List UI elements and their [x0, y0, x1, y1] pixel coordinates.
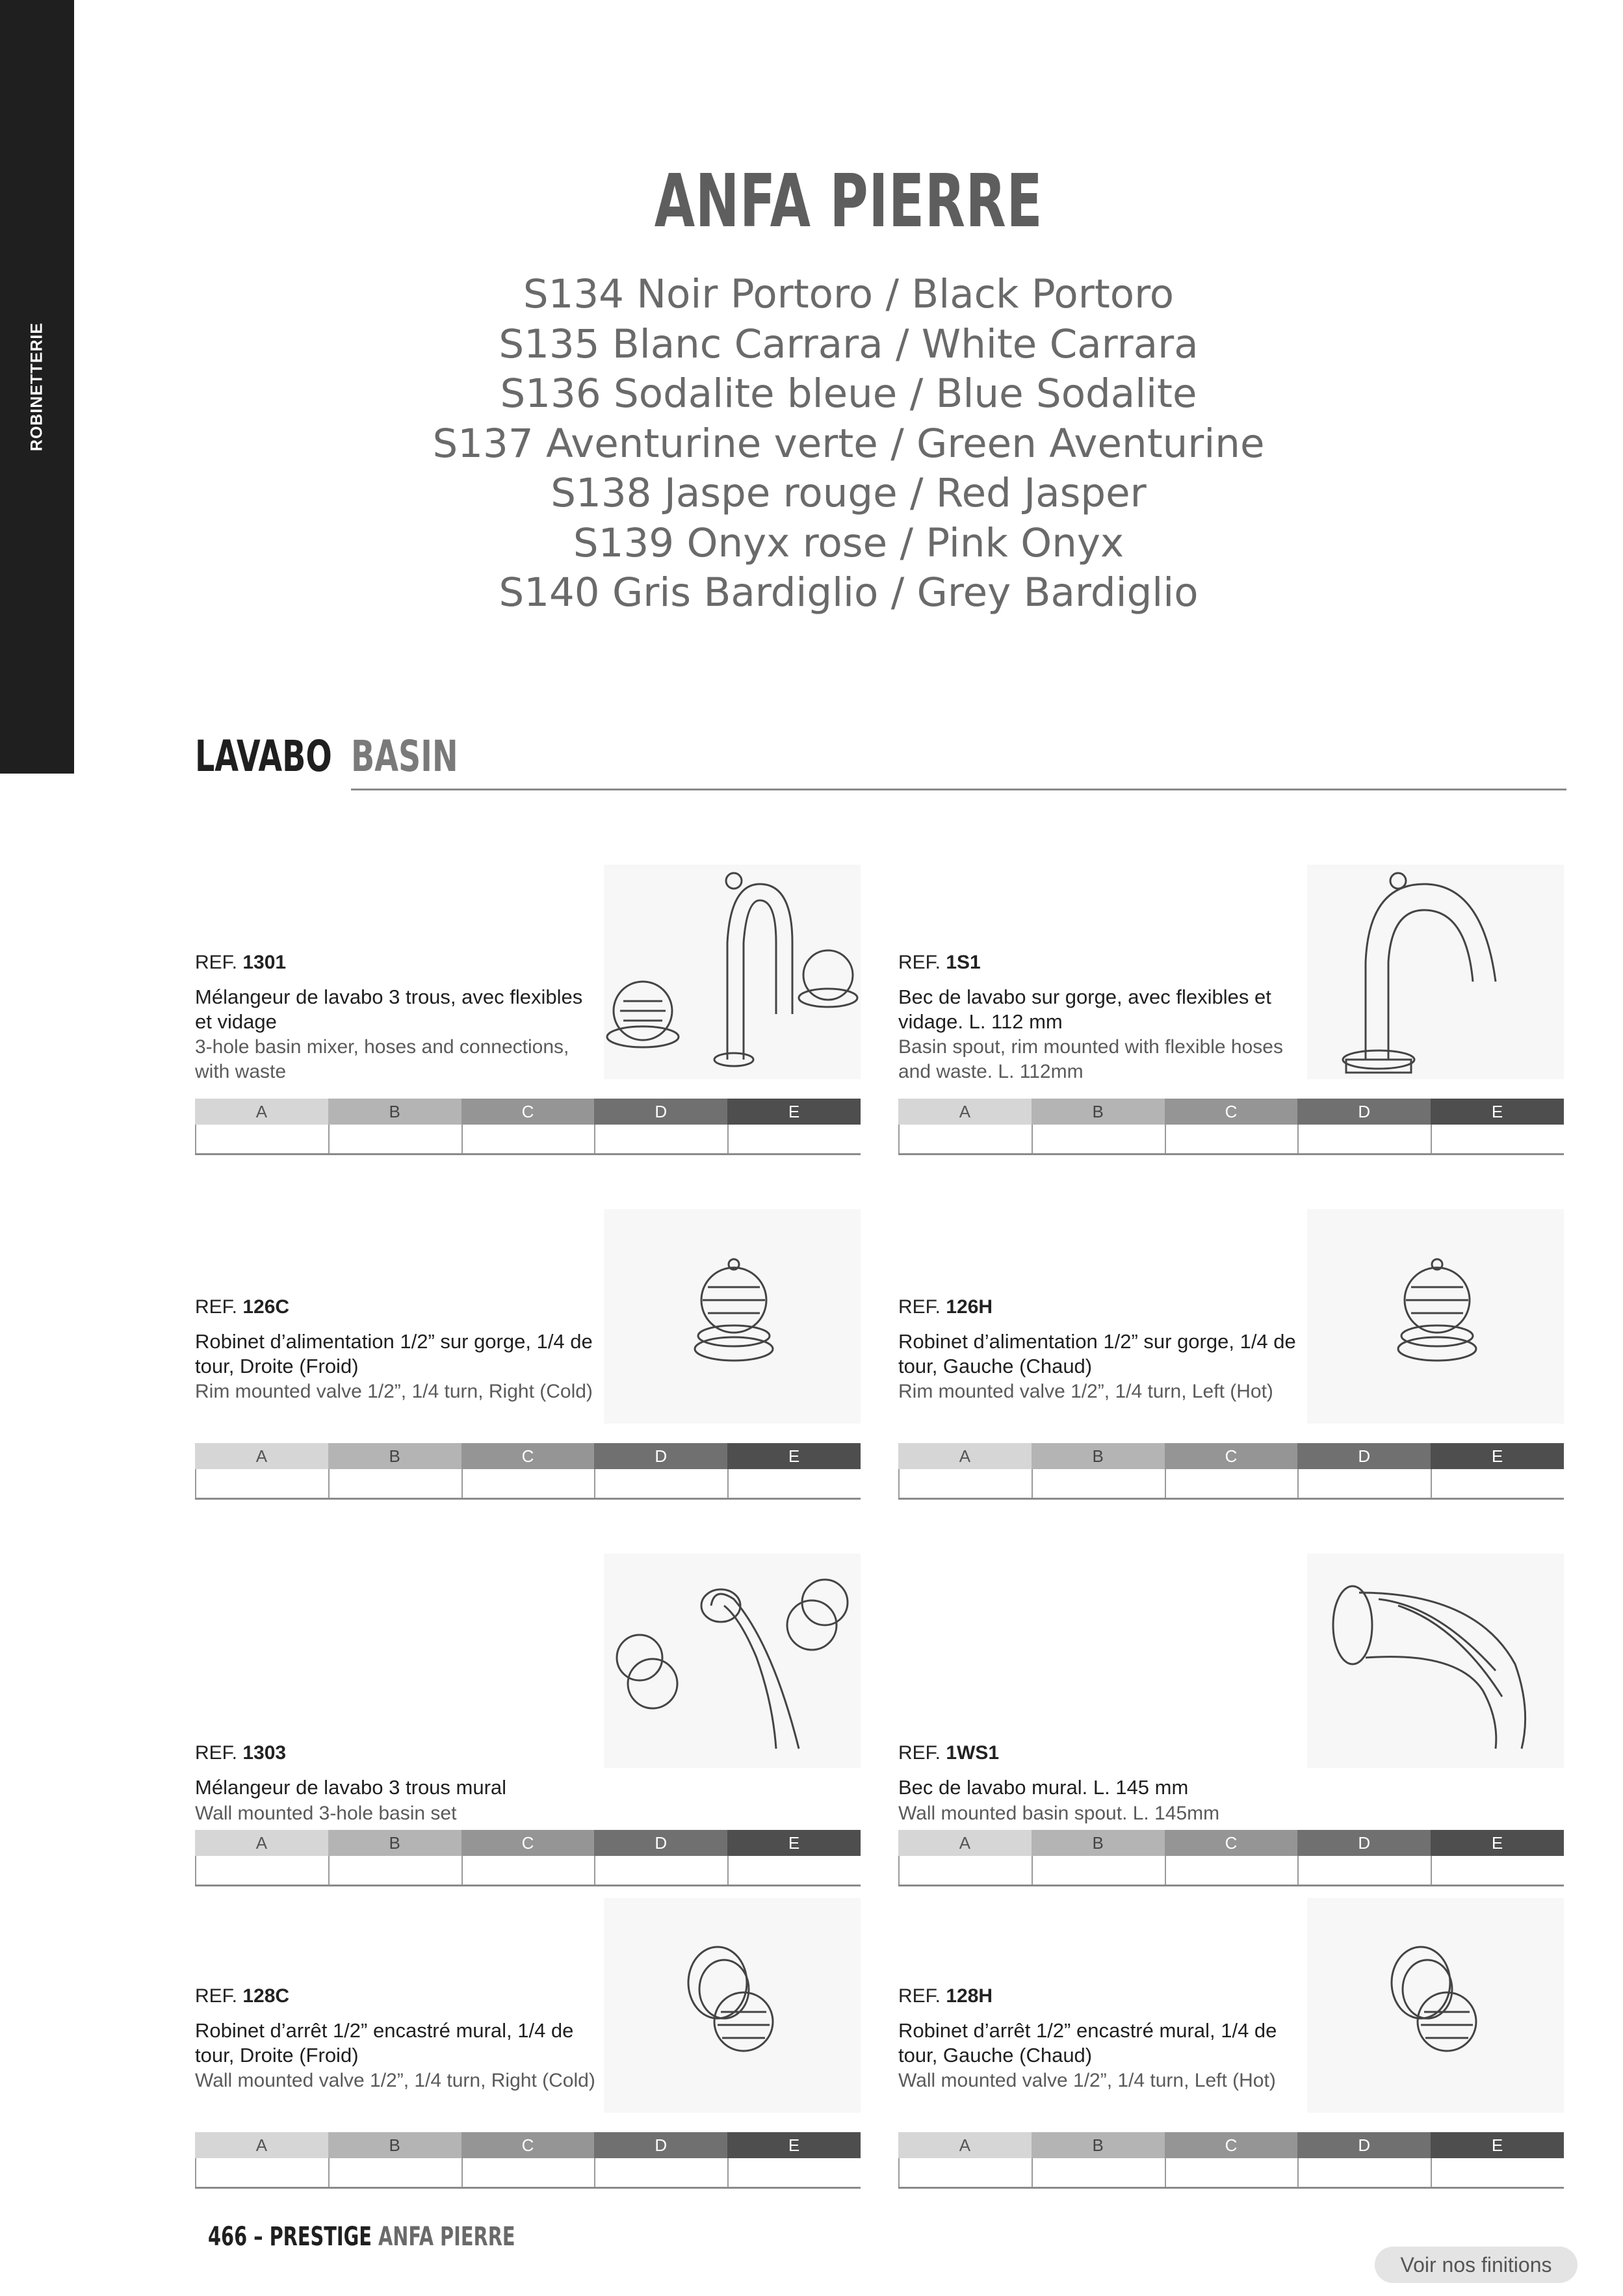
table-cell	[727, 1469, 861, 1498]
table-cell	[1032, 1469, 1165, 1498]
section-title-fr: LAVABO	[195, 731, 332, 781]
table-cell	[195, 2158, 328, 2187]
table-header	[195, 1443, 861, 1469]
table-header-cell: B	[1032, 1830, 1165, 1856]
table-cell	[195, 1469, 328, 1498]
table-cell	[898, 2158, 1032, 2187]
table-header-cell: D	[594, 1443, 727, 1469]
table-cell	[328, 1469, 461, 1498]
table-header-cell: B	[1032, 2132, 1165, 2158]
section-title-en: BASIN	[351, 731, 458, 781]
ref-prefix: REF.	[898, 1985, 941, 2007]
finish-price-table	[195, 1443, 861, 1502]
product-desc-en: 3-hole basin mixer, hoses and connections, with waste	[195, 1036, 569, 1082]
table-cell	[461, 1469, 595, 1498]
table-header-cell: C	[461, 2132, 595, 2158]
product-card	[195, 1898, 861, 2197]
product-desc-fr: Bec de lavabo sur gorge, avec flexibles et vidage. L. 112 mm	[898, 985, 1271, 1033]
table-row	[898, 1469, 1564, 1500]
table-cell	[461, 1856, 595, 1885]
product-desc-en: Rim mounted valve 1/2”, 1/4 turn, Left (Hot)	[898, 1381, 1273, 1402]
table-header	[898, 1099, 1564, 1125]
table-cell	[1032, 1125, 1165, 1153]
ref-prefix: REF.	[898, 1742, 941, 1764]
table-header-cell: C	[1165, 2132, 1298, 2158]
product-drawing	[1307, 1554, 1564, 1768]
table-header-cell: D	[1297, 1443, 1431, 1469]
table-cell	[1431, 1469, 1564, 1498]
table-cell	[195, 1856, 328, 1885]
table-cell	[1165, 2158, 1298, 2187]
finish-item: S136 Sodalite bleue / Blue Sodalite	[500, 371, 1197, 417]
ref-number: 126C	[242, 1296, 290, 1318]
finish-item: S135 Blanc Carrara / White Carrara	[499, 320, 1199, 367]
finish-price-table	[195, 1830, 861, 1888]
product-drawing	[1307, 865, 1564, 1079]
table-cell	[1297, 1125, 1431, 1153]
table-cell	[328, 1856, 461, 1885]
section-heading	[195, 731, 1566, 790]
product-desc-en: Wall mounted valve 1/2”, 1/4 turn, Left (Hot)	[898, 2070, 1276, 2091]
table-header	[195, 1830, 861, 1856]
finish-price-table	[898, 2132, 1564, 2191]
ref-prefix: REF.	[195, 952, 238, 973]
product-ref	[898, 1742, 999, 1764]
table-header-cell: C	[461, 1099, 595, 1125]
product-drawing	[604, 1898, 861, 2113]
table-cell	[1032, 2158, 1165, 2187]
table-header-cell: B	[328, 1099, 461, 1125]
product-card	[898, 1898, 1564, 2197]
table-header-cell: A	[898, 2132, 1032, 2158]
table-header-cell: C	[1165, 1443, 1298, 1469]
product-ref	[898, 1296, 993, 1318]
footer-page: 466 – PRESTIGE	[208, 2222, 372, 2252]
product-desc-fr: Robinet d’alimentation 1/2” sur gorge, 1/4 de tour, Droite (Froid)	[195, 1330, 593, 1377]
table-header-cell: D	[594, 1099, 727, 1125]
product-desc-en: Wall mounted basin spout. L. 145mm	[898, 1803, 1220, 1824]
table-row	[195, 1469, 861, 1500]
table-header	[898, 1830, 1564, 1856]
product-desc-en: Wall mounted valve 1/2”, 1/4 turn, Right (Cold)	[195, 2070, 595, 2091]
table-header-cell: E	[727, 1830, 861, 1856]
table-header-cell: E	[727, 1443, 861, 1469]
page-title: ANFA PIERRE	[654, 159, 1043, 244]
page-footer	[208, 2222, 515, 2252]
product-desc-en: Basin spout, rim mounted with flexible hoses and waste. L. 112mm	[898, 1036, 1283, 1082]
table-cell	[328, 1125, 461, 1153]
product-ref	[898, 1985, 993, 2007]
product-ref	[195, 1742, 286, 1764]
table-header-cell: B	[1032, 1099, 1165, 1125]
product-card	[898, 865, 1564, 1164]
finish-item: S138 Jaspe rouge / Red Jasper	[551, 470, 1147, 516]
product-desc-fr: Mélangeur de lavabo 3 trous, avec flexibles et vidage	[195, 985, 583, 1033]
product-ref	[195, 1985, 289, 2007]
ref-number: 1301	[242, 952, 287, 973]
table-cell	[1297, 1856, 1431, 1885]
product-desc-fr: Robinet d’alimentation 1/2” sur gorge, 1/4 de tour, Gauche (Chaud)	[898, 1330, 1296, 1377]
ref-number: 1303	[242, 1742, 287, 1764]
table-cell	[1431, 2158, 1564, 2187]
table-cell	[461, 1125, 595, 1153]
product-desc-fr: Mélangeur de lavabo 3 trous mural	[195, 1776, 507, 1799]
table-header-cell: A	[195, 1443, 328, 1469]
table-header	[898, 1443, 1564, 1469]
product-card	[898, 1554, 1564, 1853]
ref-prefix: REF.	[898, 952, 941, 973]
table-header-cell: B	[1032, 1443, 1165, 1469]
table-header-cell: A	[195, 1830, 328, 1856]
table-header-cell: E	[727, 1099, 861, 1125]
table-cell	[1297, 2158, 1431, 2187]
table-header-cell: C	[1165, 1830, 1298, 1856]
table-cell	[898, 1125, 1032, 1153]
table-header-cell: A	[898, 1443, 1032, 1469]
table-header-cell: C	[461, 1443, 595, 1469]
table-cell	[1431, 1125, 1564, 1153]
finish-price-table	[898, 1830, 1564, 1888]
product-card	[195, 1554, 861, 1853]
table-row	[898, 2158, 1564, 2189]
product-desc-en: Rim mounted valve 1/2”, 1/4 turn, Right (Cold)	[195, 1381, 593, 1402]
table-cell	[1165, 1469, 1298, 1498]
table-header-cell: D	[594, 1830, 727, 1856]
table-header-cell: E	[1431, 1830, 1564, 1856]
ref-number: 128C	[242, 1985, 290, 2007]
finish-item: S139 Onyx rose / Pink Onyx	[573, 519, 1124, 566]
finish-item: S137 Aventurine verte / Green Aventurine	[432, 420, 1265, 467]
ref-prefix: REF.	[195, 1742, 238, 1764]
table-header-cell: D	[594, 2132, 727, 2158]
table-header-cell: D	[1297, 1099, 1431, 1125]
ref-number: 126H	[946, 1296, 993, 1318]
product-card	[898, 1209, 1564, 1508]
table-cell	[594, 2158, 727, 2187]
product-desc-fr: Bec de lavabo mural. L. 145 mm	[898, 1776, 1189, 1799]
table-header-cell: A	[898, 1099, 1032, 1125]
table-header-cell: B	[328, 1443, 461, 1469]
table-cell	[594, 1125, 727, 1153]
side-tab	[0, 0, 74, 774]
product-card	[195, 865, 861, 1164]
table-header-cell: B	[328, 1830, 461, 1856]
table-cell	[1297, 1469, 1431, 1498]
table-header-cell: D	[1297, 2132, 1431, 2158]
ref-number: 1S1	[946, 952, 981, 973]
table-cell	[1431, 1856, 1564, 1885]
table-cell	[727, 2158, 861, 2187]
table-header-cell: C	[461, 1830, 595, 1856]
ref-prefix: REF.	[195, 1296, 238, 1318]
product-drawing	[604, 1209, 861, 1424]
side-tab-label: ROBINETTERIE	[27, 322, 46, 452]
table-cell	[461, 2158, 595, 2187]
finishes-list	[74, 270, 1623, 618]
table-cell	[898, 1856, 1032, 1885]
section-rule	[351, 789, 1566, 790]
product-card	[195, 1209, 861, 1508]
product-drawing	[604, 1554, 861, 1768]
ref-prefix: REF.	[898, 1296, 941, 1318]
table-row	[898, 1856, 1564, 1886]
see-finishes-button[interactable]: Voir nos finitions	[1375, 2247, 1578, 2283]
table-cell	[1165, 1125, 1298, 1153]
table-cell	[328, 2158, 461, 2187]
table-cell	[594, 1469, 727, 1498]
product-desc-fr: Robinet d’arrêt 1/2” encastré mural, 1/4 de tour, Gauche (Chaud)	[898, 2019, 1277, 2067]
table-header-cell: C	[1165, 1099, 1298, 1125]
finish-item: S134 Noir Portoro / Black Portoro	[523, 271, 1175, 317]
product-desc-fr: Robinet d’arrêt 1/2” encastré mural, 1/4 de tour, Droite (Froid)	[195, 2019, 574, 2067]
table-cell	[195, 1125, 328, 1153]
finish-price-table	[195, 1099, 861, 1157]
table-header	[195, 2132, 861, 2158]
table-row	[195, 1856, 861, 1886]
ref-number: 1WS1	[946, 1742, 1000, 1764]
product-ref	[195, 952, 286, 974]
product-drawing	[1307, 1209, 1564, 1424]
table-row	[898, 1125, 1564, 1155]
finish-price-table	[898, 1443, 1564, 1502]
table-header-cell: E	[1431, 1443, 1564, 1469]
table-cell	[727, 1856, 861, 1885]
table-header-cell: A	[195, 2132, 328, 2158]
table-header	[195, 1099, 861, 1125]
table-cell	[594, 1856, 727, 1885]
table-header-cell: D	[1297, 1830, 1431, 1856]
table-header-cell: E	[727, 2132, 861, 2158]
product-drawing	[1307, 1898, 1564, 2113]
finish-price-table	[195, 2132, 861, 2191]
table-row	[195, 2158, 861, 2189]
table-cell	[1165, 1856, 1298, 1885]
table-header-cell: B	[328, 2132, 461, 2158]
table-cell	[727, 1125, 861, 1153]
product-drawing	[604, 865, 861, 1079]
table-header-cell: A	[898, 1830, 1032, 1856]
table-header-cell: E	[1431, 2132, 1564, 2158]
table-header-cell: E	[1431, 1099, 1564, 1125]
table-cell	[898, 1469, 1032, 1498]
ref-number: 128H	[946, 1985, 993, 2007]
product-desc-en: Wall mounted 3-hole basin set	[195, 1803, 457, 1824]
table-header-cell: A	[195, 1099, 328, 1125]
table-cell	[1032, 1856, 1165, 1885]
finish-price-table	[898, 1099, 1564, 1157]
table-row	[195, 1125, 861, 1155]
footer-collection: ANFA PIERRE	[378, 2222, 515, 2252]
ref-prefix: REF.	[195, 1985, 238, 2007]
finish-item: S140 Gris Bardiglio / Grey Bardiglio	[499, 569, 1199, 616]
table-header	[898, 2132, 1564, 2158]
product-ref	[195, 1296, 289, 1318]
product-ref	[898, 952, 981, 974]
